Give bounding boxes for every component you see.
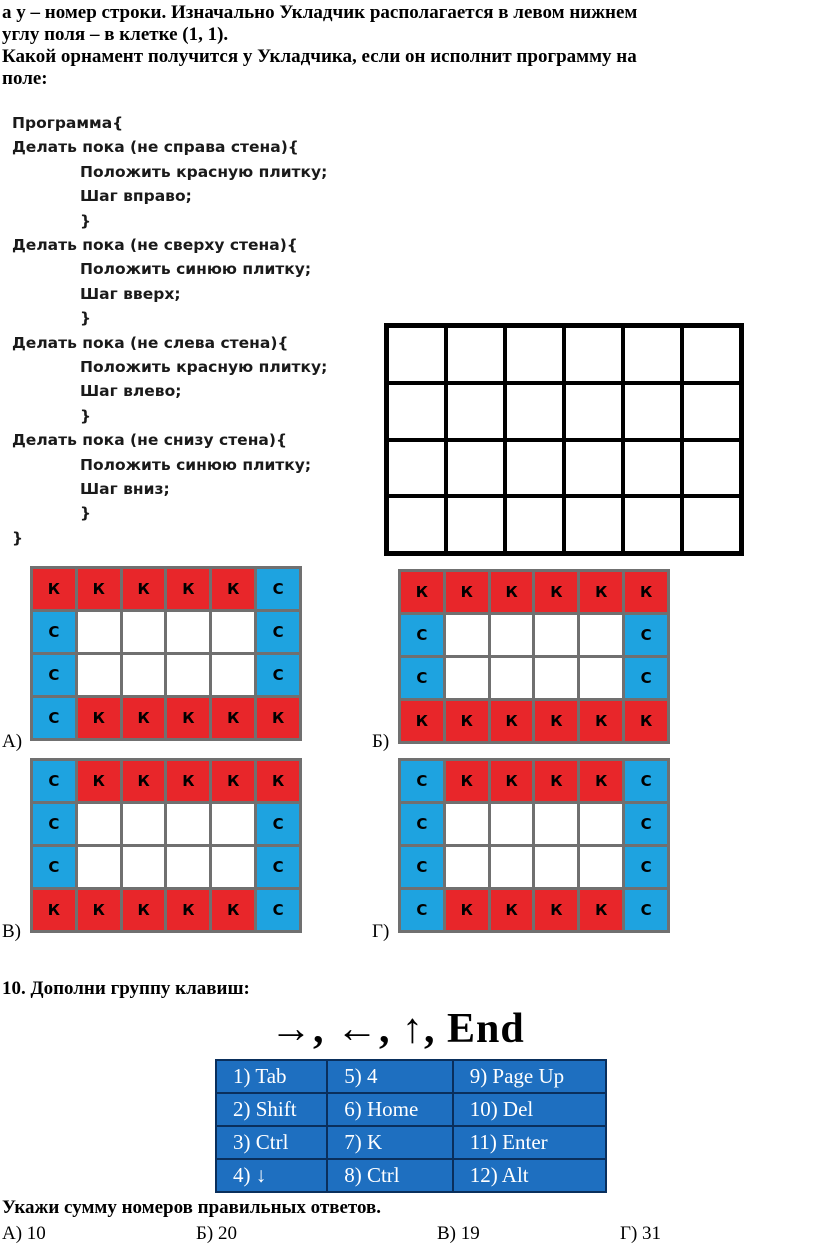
program-line: Шаг вправо; (80, 187, 192, 206)
red-tile: К (491, 890, 533, 930)
program-line: Шаг вниз; (80, 480, 170, 498)
red-tile: К (78, 890, 120, 930)
empty-tile (446, 615, 488, 655)
empty-field-grid (384, 323, 744, 556)
empty-tile (535, 804, 577, 844)
key-option: 2) Shift (216, 1093, 327, 1126)
answer-b: Б) 20 (196, 1223, 237, 1244)
blue-tile: С (625, 804, 667, 844)
empty-tile (491, 847, 533, 887)
red-tile: К (78, 698, 120, 738)
empty-tile (167, 804, 209, 844)
intro-line: поле: (2, 68, 48, 89)
empty-tile (123, 847, 165, 887)
key-option: 4) ↓ (216, 1159, 327, 1192)
empty-tile (167, 612, 209, 652)
program-line: Положить красную плитку; (80, 358, 328, 376)
blue-tile: С (33, 698, 75, 738)
red-tile: К (491, 701, 533, 741)
key-option: 12) Alt (453, 1159, 606, 1192)
empty-tile (491, 804, 533, 844)
red-tile: К (33, 569, 75, 609)
empty-tile (78, 847, 120, 887)
empty-tile (446, 658, 488, 698)
option-b-grid (398, 569, 670, 744)
blue-tile: С (257, 804, 299, 844)
empty-tile (212, 612, 254, 652)
blue-tile: С (401, 658, 443, 698)
program-line: Шаг вверх; (80, 284, 181, 303)
answer-g: Г) 31 (620, 1223, 662, 1244)
empty-tile (580, 615, 622, 655)
blue-tile: С (625, 658, 667, 698)
grid-cell (682, 496, 741, 553)
key-table-row (216, 1159, 606, 1192)
answer-a: А) 10 (2, 1223, 46, 1244)
intro-line: а у – номер строки. Изначально Укладчик располагается в левом нижнем (2, 2, 638, 23)
grid-cell (446, 496, 505, 553)
grid-cell (623, 496, 682, 553)
empty-tile (212, 847, 254, 887)
empty-tile (123, 804, 165, 844)
red-tile: К (535, 572, 577, 612)
red-tile: К (580, 701, 622, 741)
grid-cell (682, 440, 741, 497)
red-tile: К (401, 572, 443, 612)
empty-tile (78, 612, 120, 652)
option-a-label: А) (2, 731, 23, 752)
red-tile: К (491, 761, 533, 801)
key-option: 1) Tab (216, 1060, 327, 1093)
red-tile: К (123, 569, 165, 609)
red-tile: К (123, 761, 165, 801)
key-table-row (216, 1126, 606, 1159)
grid-cell (623, 326, 682, 383)
empty-tile (535, 658, 577, 698)
program-line: } (80, 309, 92, 328)
key-option: 10) Del (453, 1093, 606, 1126)
key-option: 5) 4 (327, 1060, 452, 1093)
red-tile: К (167, 569, 209, 609)
grid-cell (505, 326, 564, 383)
empty-tile (446, 847, 488, 887)
empty-tile (535, 847, 577, 887)
blue-tile: С (33, 655, 75, 695)
red-tile: К (257, 698, 299, 738)
blue-tile: С (401, 890, 443, 930)
red-tile: К (123, 890, 165, 930)
empty-tile (580, 804, 622, 844)
option-g-label: Г) (372, 921, 390, 942)
key-table-row (216, 1060, 606, 1093)
empty-tile (535, 615, 577, 655)
instruction: Укажи сумму номеров правильных ответов. (2, 1197, 382, 1218)
grid-cell (387, 496, 446, 553)
program-line: Делать пока (не сверху стена){ (12, 236, 298, 254)
blue-tile: С (625, 761, 667, 801)
blue-tile: С (33, 761, 75, 801)
empty-tile (580, 847, 622, 887)
program-line: } (80, 504, 92, 523)
blue-tile: С (401, 761, 443, 801)
red-tile: К (212, 890, 254, 930)
empty-tile (167, 847, 209, 887)
red-tile: К (580, 572, 622, 612)
program-line: Делать пока (не снизу стена){ (12, 431, 287, 450)
red-tile: К (535, 890, 577, 930)
intro-line: углу поля – в клетке (1, 1). (2, 24, 229, 45)
blue-tile: С (257, 569, 299, 609)
grid-cell (446, 440, 505, 497)
option-v-grid (30, 758, 302, 933)
red-tile: К (78, 761, 120, 801)
red-tile: К (491, 572, 533, 612)
empty-tile (123, 612, 165, 652)
empty-tile (212, 655, 254, 695)
red-tile: К (580, 890, 622, 930)
program-line: Шаг влево; (80, 382, 182, 401)
blue-tile: С (625, 847, 667, 887)
program-line: Делать пока (не справа стена){ (12, 138, 299, 157)
grid-cell (564, 326, 623, 383)
blue-tile: С (33, 804, 75, 844)
grid-cell (564, 440, 623, 497)
answer-v: В) 19 (437, 1223, 480, 1244)
program-line: Положить красную плитку; (80, 162, 328, 181)
option-g-grid (398, 758, 670, 933)
program-line: } (80, 211, 92, 230)
key-option: 3) Ctrl (216, 1126, 327, 1159)
red-tile: К (78, 569, 120, 609)
blue-tile: С (257, 890, 299, 930)
red-tile: К (212, 761, 254, 801)
grid-cell (682, 383, 741, 440)
intro-text (2, 2, 814, 90)
program-line: Положить синюю плитку; (80, 260, 312, 279)
option-b-label: Б) (372, 731, 390, 752)
intro-line: Какой орнамент получится у Укладчика, если он исполнит программу на (2, 46, 637, 67)
red-tile: К (401, 701, 443, 741)
blue-tile: С (401, 804, 443, 844)
key-options-table (215, 1059, 607, 1193)
blue-tile: С (257, 612, 299, 652)
red-tile: К (167, 698, 209, 738)
empty-tile (167, 655, 209, 695)
question-10-title: 10. Дополни группу клавиш: (2, 978, 250, 999)
red-tile: К (535, 761, 577, 801)
blue-tile: С (625, 890, 667, 930)
red-tile: К (212, 569, 254, 609)
grid-cell (446, 326, 505, 383)
red-tile: К (446, 761, 488, 801)
red-tile: К (257, 761, 299, 801)
grid-cell (505, 496, 564, 553)
program-line: } (12, 528, 24, 547)
red-tile: К (33, 890, 75, 930)
red-tile: К (212, 698, 254, 738)
empty-tile (78, 804, 120, 844)
empty-tile (491, 615, 533, 655)
grid-cell (623, 440, 682, 497)
key-group: →, ←, ↑, End (270, 1006, 525, 1052)
red-tile: К (167, 890, 209, 930)
red-tile: К (625, 701, 667, 741)
red-tile: К (446, 701, 488, 741)
red-tile: К (535, 701, 577, 741)
program-line: Положить синюю плитку; (80, 455, 312, 474)
grid-cell (446, 383, 505, 440)
blue-tile: С (33, 612, 75, 652)
program-line: } (80, 406, 92, 425)
empty-tile (580, 658, 622, 698)
blue-tile: С (401, 847, 443, 887)
blue-tile: С (33, 847, 75, 887)
key-table-row (216, 1093, 606, 1126)
red-tile: К (580, 761, 622, 801)
red-tile: К (123, 698, 165, 738)
grid-cell (387, 440, 446, 497)
key-option: 6) Home (327, 1093, 452, 1126)
red-tile: К (167, 761, 209, 801)
empty-tile (446, 804, 488, 844)
blue-tile: С (625, 615, 667, 655)
red-tile: К (446, 572, 488, 612)
red-tile: К (446, 890, 488, 930)
empty-tile (212, 804, 254, 844)
grid-cell (623, 383, 682, 440)
option-a-grid (30, 566, 302, 741)
program-line: Программа{ (12, 114, 124, 132)
grid-cell (387, 383, 446, 440)
grid-cell (682, 326, 741, 383)
grid-cell (564, 496, 623, 553)
option-v-label: В) (2, 921, 21, 942)
key-option: 7) K (327, 1126, 452, 1159)
key-option: 11) Enter (453, 1126, 606, 1159)
grid-cell (505, 440, 564, 497)
empty-tile (123, 655, 165, 695)
grid-cell (564, 383, 623, 440)
grid-cell (505, 383, 564, 440)
grid-cell (387, 326, 446, 383)
red-tile: К (625, 572, 667, 612)
program-line: Делать пока (не слева стена){ (12, 333, 289, 352)
blue-tile: С (257, 655, 299, 695)
empty-tile (78, 655, 120, 695)
empty-tile (491, 658, 533, 698)
key-option: 8) Ctrl (327, 1159, 452, 1192)
key-option: 9) Page Up (453, 1060, 606, 1093)
blue-tile: С (401, 615, 443, 655)
blue-tile: С (257, 847, 299, 887)
